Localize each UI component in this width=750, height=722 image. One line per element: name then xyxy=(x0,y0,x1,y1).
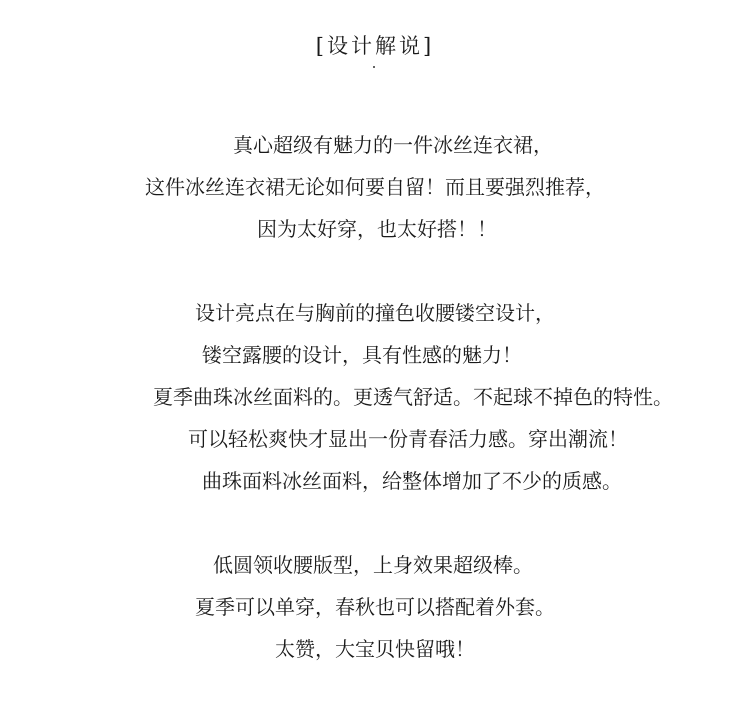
text-line: 这件冰丝连衣裙无论如何要自留！而且要强烈推荐， xyxy=(145,175,605,199)
text-line: 因为太好穿，也太好搭！！ xyxy=(257,217,497,241)
text-line: 夏季曲珠冰丝面料的。更透气舒适。不起球不掉色的特性。 xyxy=(153,385,673,409)
text-line: 镂空露腰的设计，具有性感的魅力！ xyxy=(202,343,522,367)
text-line: 低圆领收腰版型，上身效果超级棒。 xyxy=(213,553,533,577)
decorative-dot xyxy=(373,66,375,68)
text-line: 夏季可以单穿，春秋也可以搭配着外套。 xyxy=(195,595,555,619)
text-line: 曲珠面料冰丝面料，给整体增加了不少的质感。 xyxy=(202,469,622,493)
text-line: 设计亮点在与胸前的撞色收腰镂空设计， xyxy=(195,301,555,325)
text-line: 太赞，大宝贝快留哦！ xyxy=(275,637,475,661)
text-line: 可以轻松爽快才显出一份青春活力感。穿出潮流！ xyxy=(188,427,628,451)
section-heading: [设计解说] xyxy=(315,34,435,58)
text-line: 真心超级有魅力的一件冰丝连衣裙， xyxy=(233,133,553,157)
